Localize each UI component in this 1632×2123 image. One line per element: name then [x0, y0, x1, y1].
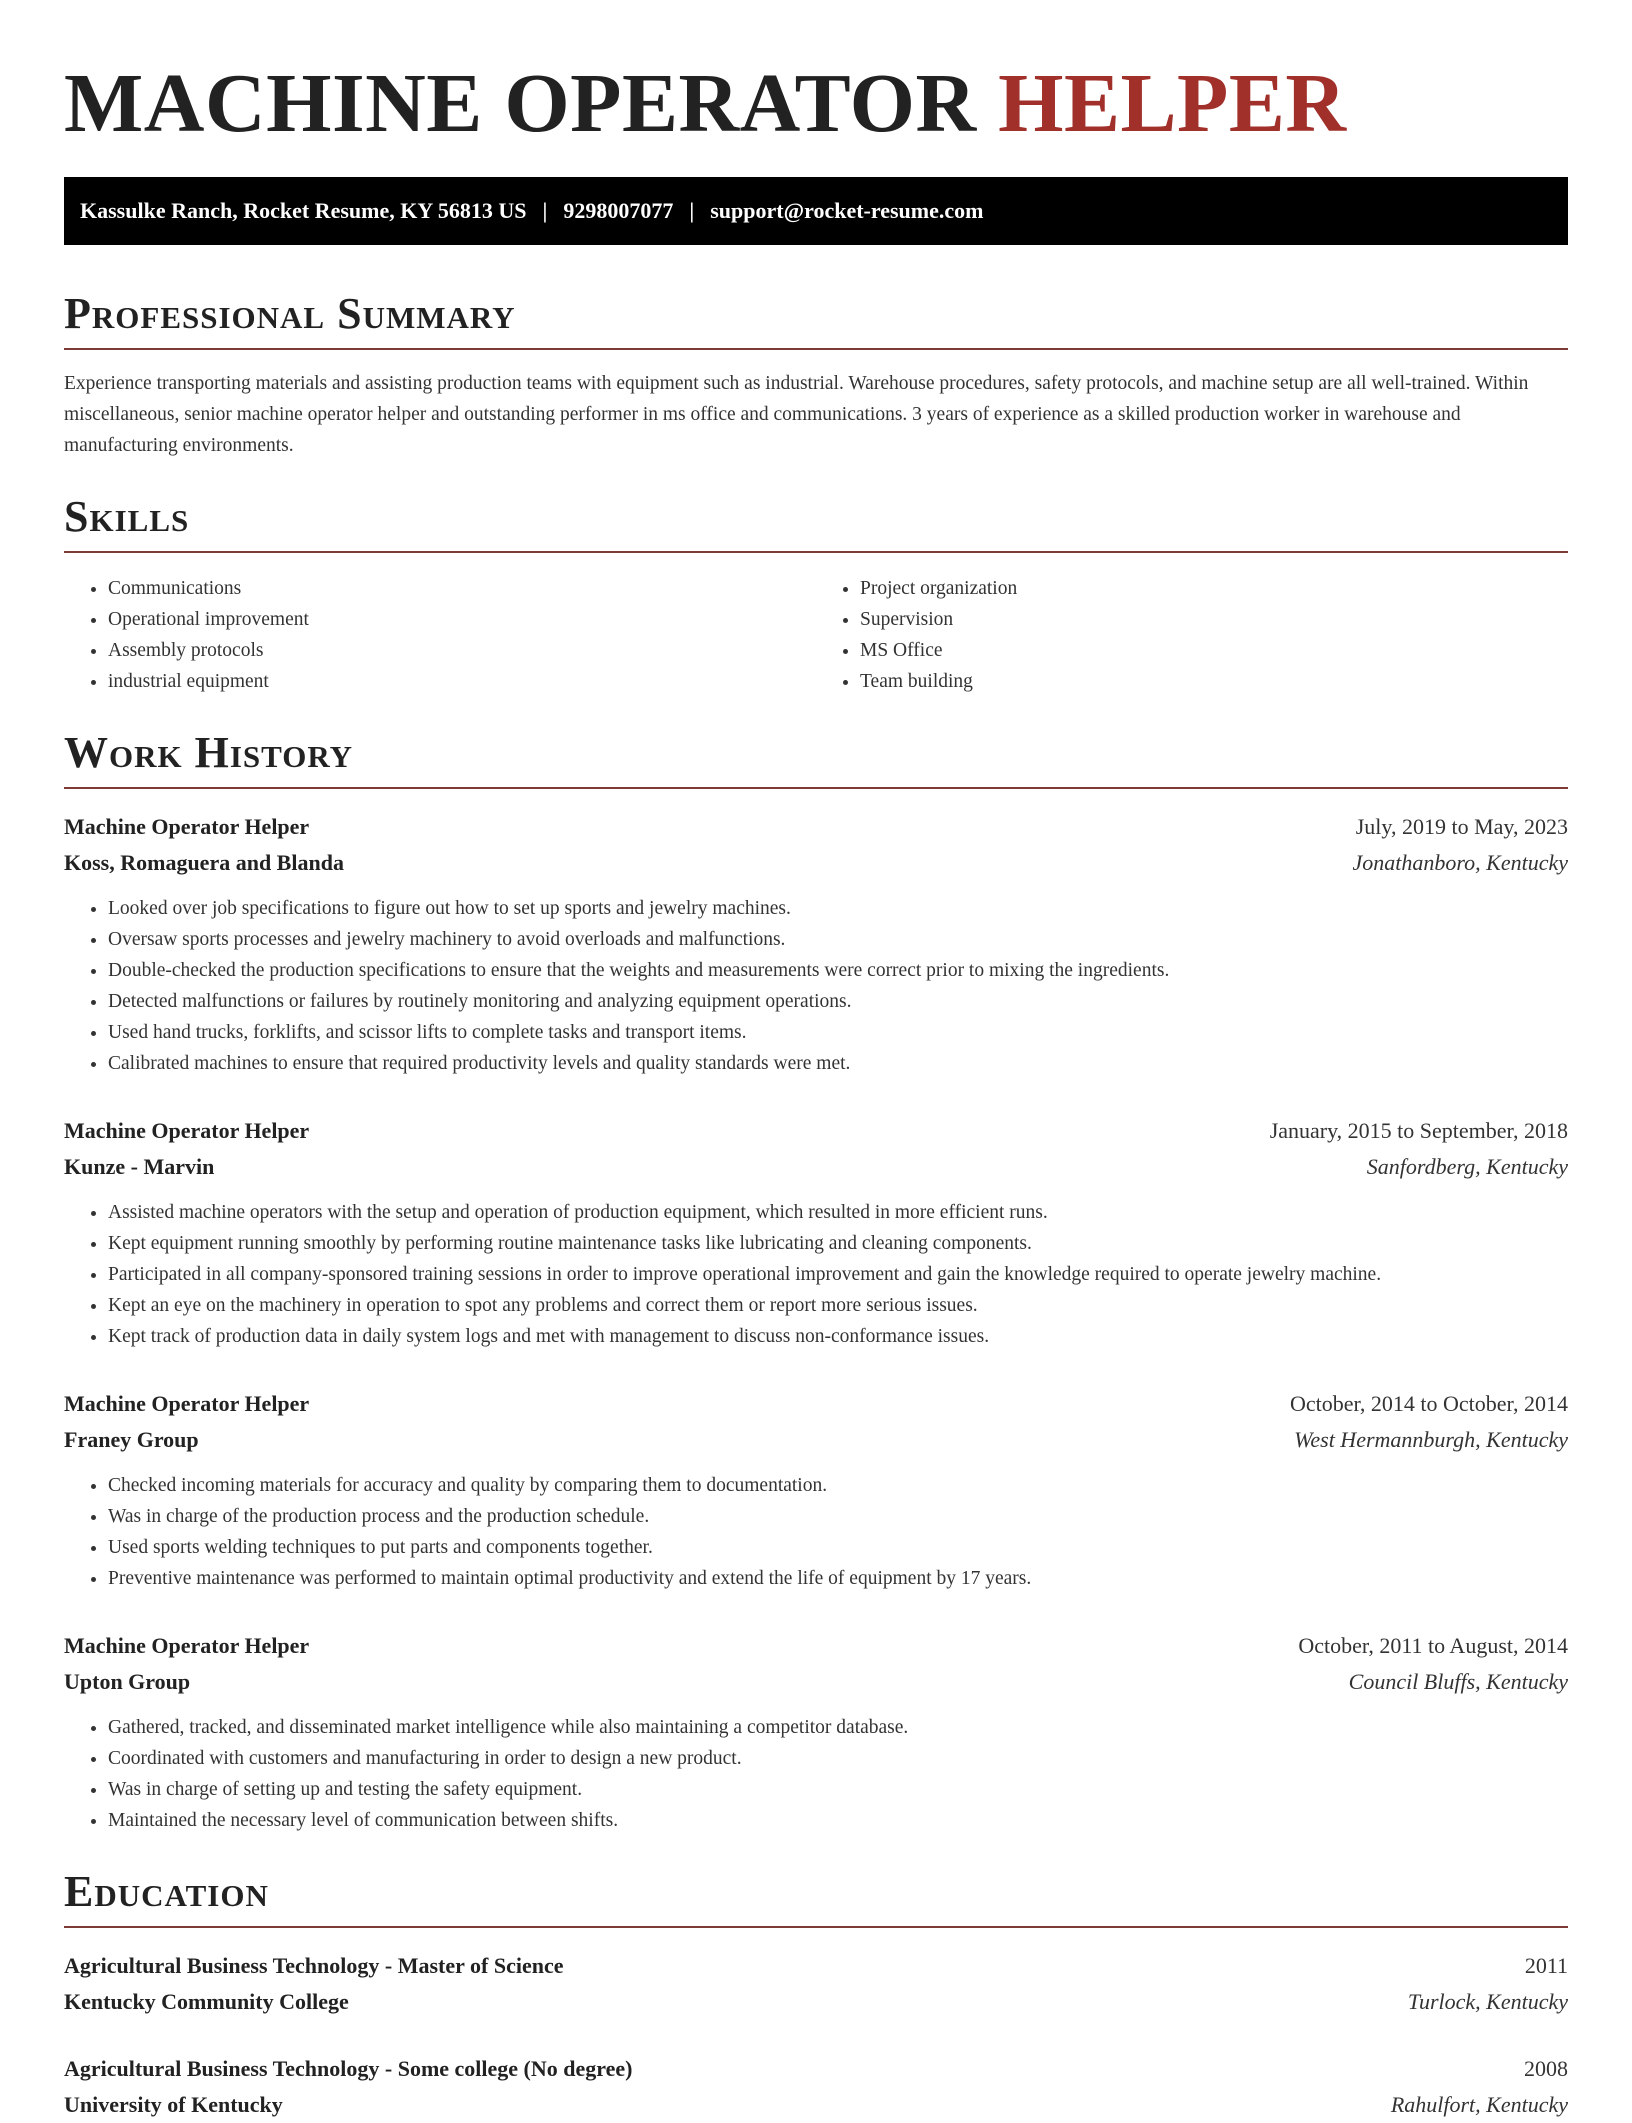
- job-entry: [64, 1386, 1568, 1594]
- skills-section: [64, 491, 1568, 697]
- job-company: Kunze - Marvin: [64, 1154, 215, 1179]
- contact-email: support@rocket-resume.com: [710, 198, 984, 223]
- job-bullets: [64, 1470, 1568, 1594]
- contact-bar: [64, 177, 1568, 245]
- section-divider: [64, 348, 1568, 350]
- job-employer-row: [64, 1422, 1568, 1458]
- contact-separator: |: [542, 198, 548, 223]
- job-header-row: [64, 1628, 1568, 1664]
- job-bullet: • Was in charge of the production process and the production schedule.: [108, 1501, 1568, 1532]
- education-degree: Agricultural Business Technology - Master of Science: [64, 1953, 564, 1978]
- section-divider: [64, 787, 1568, 789]
- education-school-row: [64, 1984, 1568, 2020]
- job-entry: [64, 1113, 1568, 1352]
- job-location: Council Bluffs, Kentucky: [1348, 1669, 1568, 1694]
- job-header-row: [64, 1386, 1568, 1422]
- job-bullet: • Maintained the necessary level of communication between shifts.: [108, 1805, 1568, 1836]
- job-bullet: • Participated in all company-sponsored training sessions in order to improve operational improvement and gain the knowledge required to operate jewelry machine.: [108, 1259, 1568, 1290]
- job-entry: [64, 1628, 1568, 1836]
- job-dates: October, 2011 to August, 2014: [1298, 1633, 1568, 1658]
- education-location: Rahulfort, Kentucky: [1390, 2092, 1568, 2117]
- name-last: HELPER: [998, 57, 1347, 150]
- job-location: Sanfordberg, Kentucky: [1366, 1154, 1568, 1179]
- education-degree-row: [64, 2051, 1568, 2087]
- job-bullet: • Checked incoming materials for accuracy and quality by comparing them to documentation.: [108, 1470, 1568, 1501]
- job-company: Upton Group: [64, 1669, 191, 1694]
- education-entry: [64, 1948, 1568, 2020]
- section-title-work-history: Work History: [64, 728, 354, 777]
- contact-separator: |: [689, 198, 695, 223]
- education-section: [64, 1866, 1568, 2123]
- section-title-education: Education: [64, 1867, 269, 1916]
- job-location: Jonathanboro, Kentucky: [1352, 850, 1568, 875]
- job-bullet: • Was in charge of setting up and testing the safety equipment.: [108, 1774, 1568, 1805]
- name-first: MACHINE OPERATOR: [64, 57, 977, 150]
- skill-item: • industrial equipment: [108, 666, 816, 697]
- job-header-row: [64, 809, 1568, 845]
- job-bullet: • Oversaw sports processes and jewelry machinery to avoid overloads and malfunctions.: [108, 924, 1568, 955]
- job-title: Machine Operator Helper: [64, 1391, 310, 1416]
- job-dates: October, 2014 to October, 2014: [1289, 1391, 1568, 1416]
- skills-column-right: [816, 573, 1568, 697]
- job-bullets: [64, 893, 1568, 1079]
- education-degree: Agricultural Business Technology - Some college (No degree): [64, 2056, 633, 2081]
- skill-item: • MS Office: [860, 635, 1568, 666]
- job-bullet: • Preventive maintenance was performed to maintain optimal productivity and extend the life of equipment by 17 years.: [108, 1563, 1568, 1594]
- job-bullet: • Gathered, tracked, and disseminated market intelligence while also maintaining a competitor database.: [108, 1712, 1568, 1743]
- job-entry: [64, 809, 1568, 1079]
- skill-item: • Communications: [108, 573, 816, 604]
- job-employer-row: [64, 1149, 1568, 1185]
- contact-address: Kassulke Ranch, Rocket Resume, KY 56813 US: [80, 198, 527, 223]
- job-title: Machine Operator Helper: [64, 1633, 310, 1658]
- job-bullets: [64, 1197, 1568, 1352]
- job-bullet: • Assisted machine operators with the setup and operation of production equipment, which resulted in more efficient runs.: [108, 1197, 1568, 1228]
- contact-phone: 9298007077: [563, 198, 674, 223]
- education-year: 2011: [1524, 1953, 1568, 1978]
- education-location: Turlock, Kentucky: [1407, 1989, 1568, 2014]
- job-title: Machine Operator Helper: [64, 1118, 310, 1143]
- summary-section: [64, 288, 1568, 461]
- job-bullet: • Kept an eye on the machinery in operation to spot any problems and correct them or report more serious issues.: [108, 1290, 1568, 1321]
- resume-page: [64, 0, 1568, 2123]
- summary-text: Experience transporting materials and assisting production teams with equipment such as industrial. Warehouse procedures, safety protocols, and machine setup are all well-trained. Within miscellaneous, senior machine operator helper and outstanding performer in ms office and communications. 3 years of experience as a skilled production worker in warehouse and manufacturing environments.: [64, 373, 1529, 456]
- job-bullet: • Detected malfunctions or failures by routinely monitoring and analyzing equipment operations.: [108, 986, 1568, 1017]
- job-bullet: • Coordinated with customers and manufacturing in order to design a new product.: [108, 1743, 1568, 1774]
- job-employer-row: [64, 845, 1568, 881]
- skill-item: • Operational improvement: [108, 604, 816, 635]
- job-company: Koss, Romaguera and Blanda: [64, 850, 344, 875]
- job-dates: January, 2015 to September, 2018: [1269, 1118, 1568, 1143]
- job-location: West Hermannburgh, Kentucky: [1294, 1427, 1568, 1452]
- job-bullet: • Used hand trucks, forklifts, and scissor lifts to complete tasks and transport items.: [108, 1017, 1568, 1048]
- job-dates: July, 2019 to May, 2023: [1355, 814, 1568, 839]
- skill-item: • Project organization: [860, 573, 1568, 604]
- job-bullet: • Kept track of production data in daily system logs and met with management to discuss non-conformance issues.: [108, 1321, 1568, 1352]
- job-bullet: • Used sports welding techniques to put parts and components together.: [108, 1532, 1568, 1563]
- section-title-skills: Skills: [64, 492, 190, 541]
- work-history-section: [64, 727, 1568, 1836]
- skill-item: • Team building: [860, 666, 1568, 697]
- job-title: Machine Operator Helper: [64, 814, 310, 839]
- skill-item: • Supervision: [860, 604, 1568, 635]
- section-divider: [64, 1926, 1568, 1928]
- education-school-row: [64, 2087, 1568, 2123]
- skill-item: • Assembly protocols: [108, 635, 816, 666]
- job-bullet: • Calibrated machines to ensure that required productivity levels and quality standards were met.: [108, 1048, 1568, 1079]
- education-year: 2008: [1524, 2056, 1568, 2081]
- candidate-name: [64, 58, 1568, 150]
- section-title-summary: Professional Summary: [64, 289, 516, 338]
- education-degree-row: [64, 1948, 1568, 1984]
- skills-column-left: [64, 573, 816, 697]
- education-school: Kentucky Community College: [64, 1989, 349, 2014]
- section-divider: [64, 551, 1568, 553]
- job-employer-row: [64, 1664, 1568, 1700]
- education-school: University of Kentucky: [64, 2092, 283, 2117]
- job-bullet: • Looked over job specifications to figure out how to set up sports and jewelry machines.: [108, 893, 1568, 924]
- job-bullets: [64, 1712, 1568, 1836]
- skills-grid: [64, 573, 1568, 697]
- job-bullet: • Double-checked the production specifications to ensure that the weights and measurements were correct prior to mixing the ingredients.: [108, 955, 1568, 986]
- job-company: Franey Group: [64, 1427, 199, 1452]
- job-header-row: [64, 1113, 1568, 1149]
- job-bullet: • Kept equipment running smoothly by performing routine maintenance tasks like lubricating and cleaning components.: [108, 1228, 1568, 1259]
- education-entry: [64, 2051, 1568, 2123]
